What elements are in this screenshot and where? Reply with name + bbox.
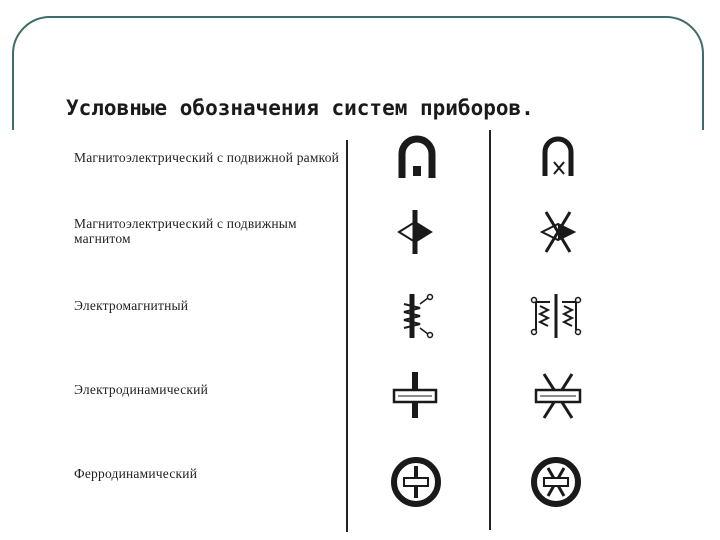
symbols-table <box>0 130 720 540</box>
moving-coil-symbol-icon <box>394 132 440 182</box>
electrodynamic-symbol-alt-icon <box>532 370 584 422</box>
moving-magnet-symbol-icon <box>393 208 437 256</box>
ferrodynamic-symbol-alt-icon <box>530 456 582 508</box>
slide-title: Условные обозначения систем приборов. <box>66 96 534 120</box>
column-divider-left <box>346 140 348 532</box>
moving-magnet-symbol-alt-icon <box>534 208 582 256</box>
electrodynamic-symbol-icon <box>390 370 440 420</box>
row-label-electromagnetic: Электромагнитный <box>74 298 189 313</box>
column-divider-right <box>489 130 491 530</box>
row-label-electrodynamic: Электродинамический <box>74 382 209 397</box>
row-label-moving-magnet: Магнитоэлектрический с подвижным магнитом <box>74 216 297 246</box>
row-label-ferrodynamic: Ферродинамический <box>74 466 198 481</box>
row-label-moving-coil: Магнитоэлектрический с подвижной рамкой <box>74 150 340 165</box>
moving-coil-symbol-alt-icon <box>536 132 582 182</box>
ferrodynamic-symbol-icon <box>390 456 442 508</box>
electromagnetic-symbol-icon <box>394 290 440 342</box>
electromagnetic-symbol-alt-icon <box>526 290 586 342</box>
